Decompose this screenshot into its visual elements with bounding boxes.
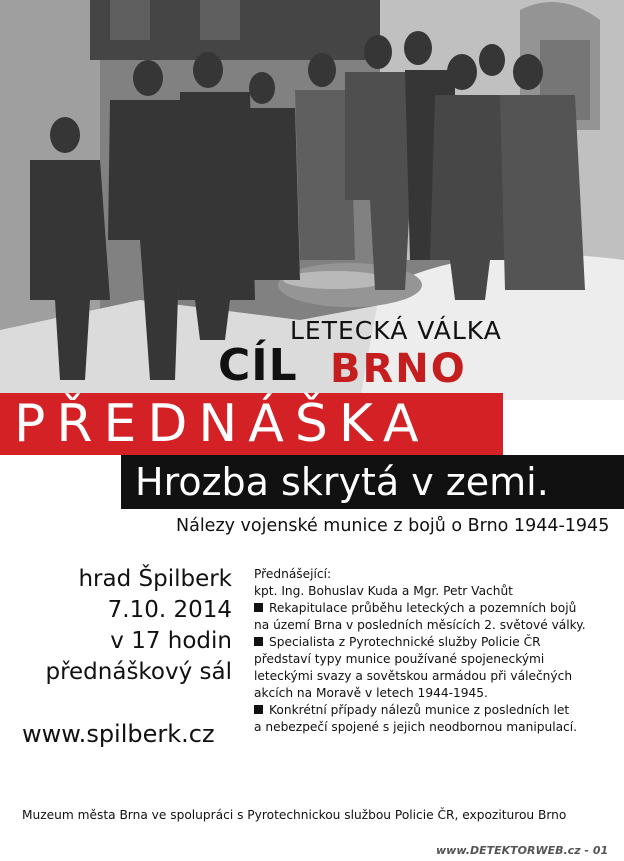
- venue-time: v 17 hodin: [110, 628, 232, 654]
- bullet-2-line-4: akcích na Moravě v letech 1944-1945.: [254, 686, 488, 700]
- title-brno: BRNO: [330, 346, 467, 392]
- venue-block: [14, 564, 232, 688]
- venue-date: 7.10. 2014: [107, 597, 232, 623]
- title-letecka-valka: LETECKÁ VÁLKA: [290, 316, 502, 345]
- watermark: www.DETEKTORWEB.cz - 01: [436, 844, 609, 857]
- banner-red: [0, 393, 503, 455]
- lecturers-names: kpt. Ing. Bohuslav Kuda a Mgr. Petr Vachůt: [254, 584, 513, 598]
- subtitle: Nálezy vojenské munice z bojů o Brno 1944-1945: [176, 516, 610, 536]
- bullet-1-line-2: na území Brna v posledních měsících 2. světové války.: [254, 618, 586, 632]
- venue-place: hrad Špilberk: [78, 566, 232, 592]
- bullet-2-line-1: Specialista z Pyrotechnické služby Policie ČR: [269, 635, 541, 649]
- bullet-square-icon: [254, 637, 263, 646]
- venue-room: přednáškový sál: [45, 659, 232, 685]
- footer-organizer: Muzeum města Brna ve spolupráci s Pyrotechnickou službou Policie ČR, expoziturou Brno: [22, 808, 567, 822]
- bullet-3-line-1: Konkrétní případy nálezů munice z posledních let: [269, 703, 570, 717]
- bullet-2-line-3: leteckými svazy a sovětskou armádou při válečných: [254, 669, 573, 683]
- bullet-square-icon: [254, 603, 263, 612]
- banner-black-text: Hrozba skrytá v zemi.: [135, 460, 549, 504]
- bullet-2-line-2: představí typy munice používané spojeneckými: [254, 652, 545, 666]
- lecture-details: [254, 566, 618, 736]
- bullet-3-line-2: a nebezpečí spojené s jejich neodbornou manipulací.: [254, 720, 578, 734]
- bullet-square-icon: [254, 705, 263, 714]
- banner-black: [121, 455, 624, 509]
- title-cil: CÍL: [218, 340, 298, 391]
- website-link[interactable]: www.spilberk.cz: [22, 720, 215, 748]
- banner-red-text: PŘEDNÁŠKA: [14, 394, 430, 454]
- bullet-1-line-1: Rekapitulace průběhu leteckých a pozemních bojů: [269, 601, 577, 615]
- lecturers-label: Přednášející:: [254, 567, 332, 581]
